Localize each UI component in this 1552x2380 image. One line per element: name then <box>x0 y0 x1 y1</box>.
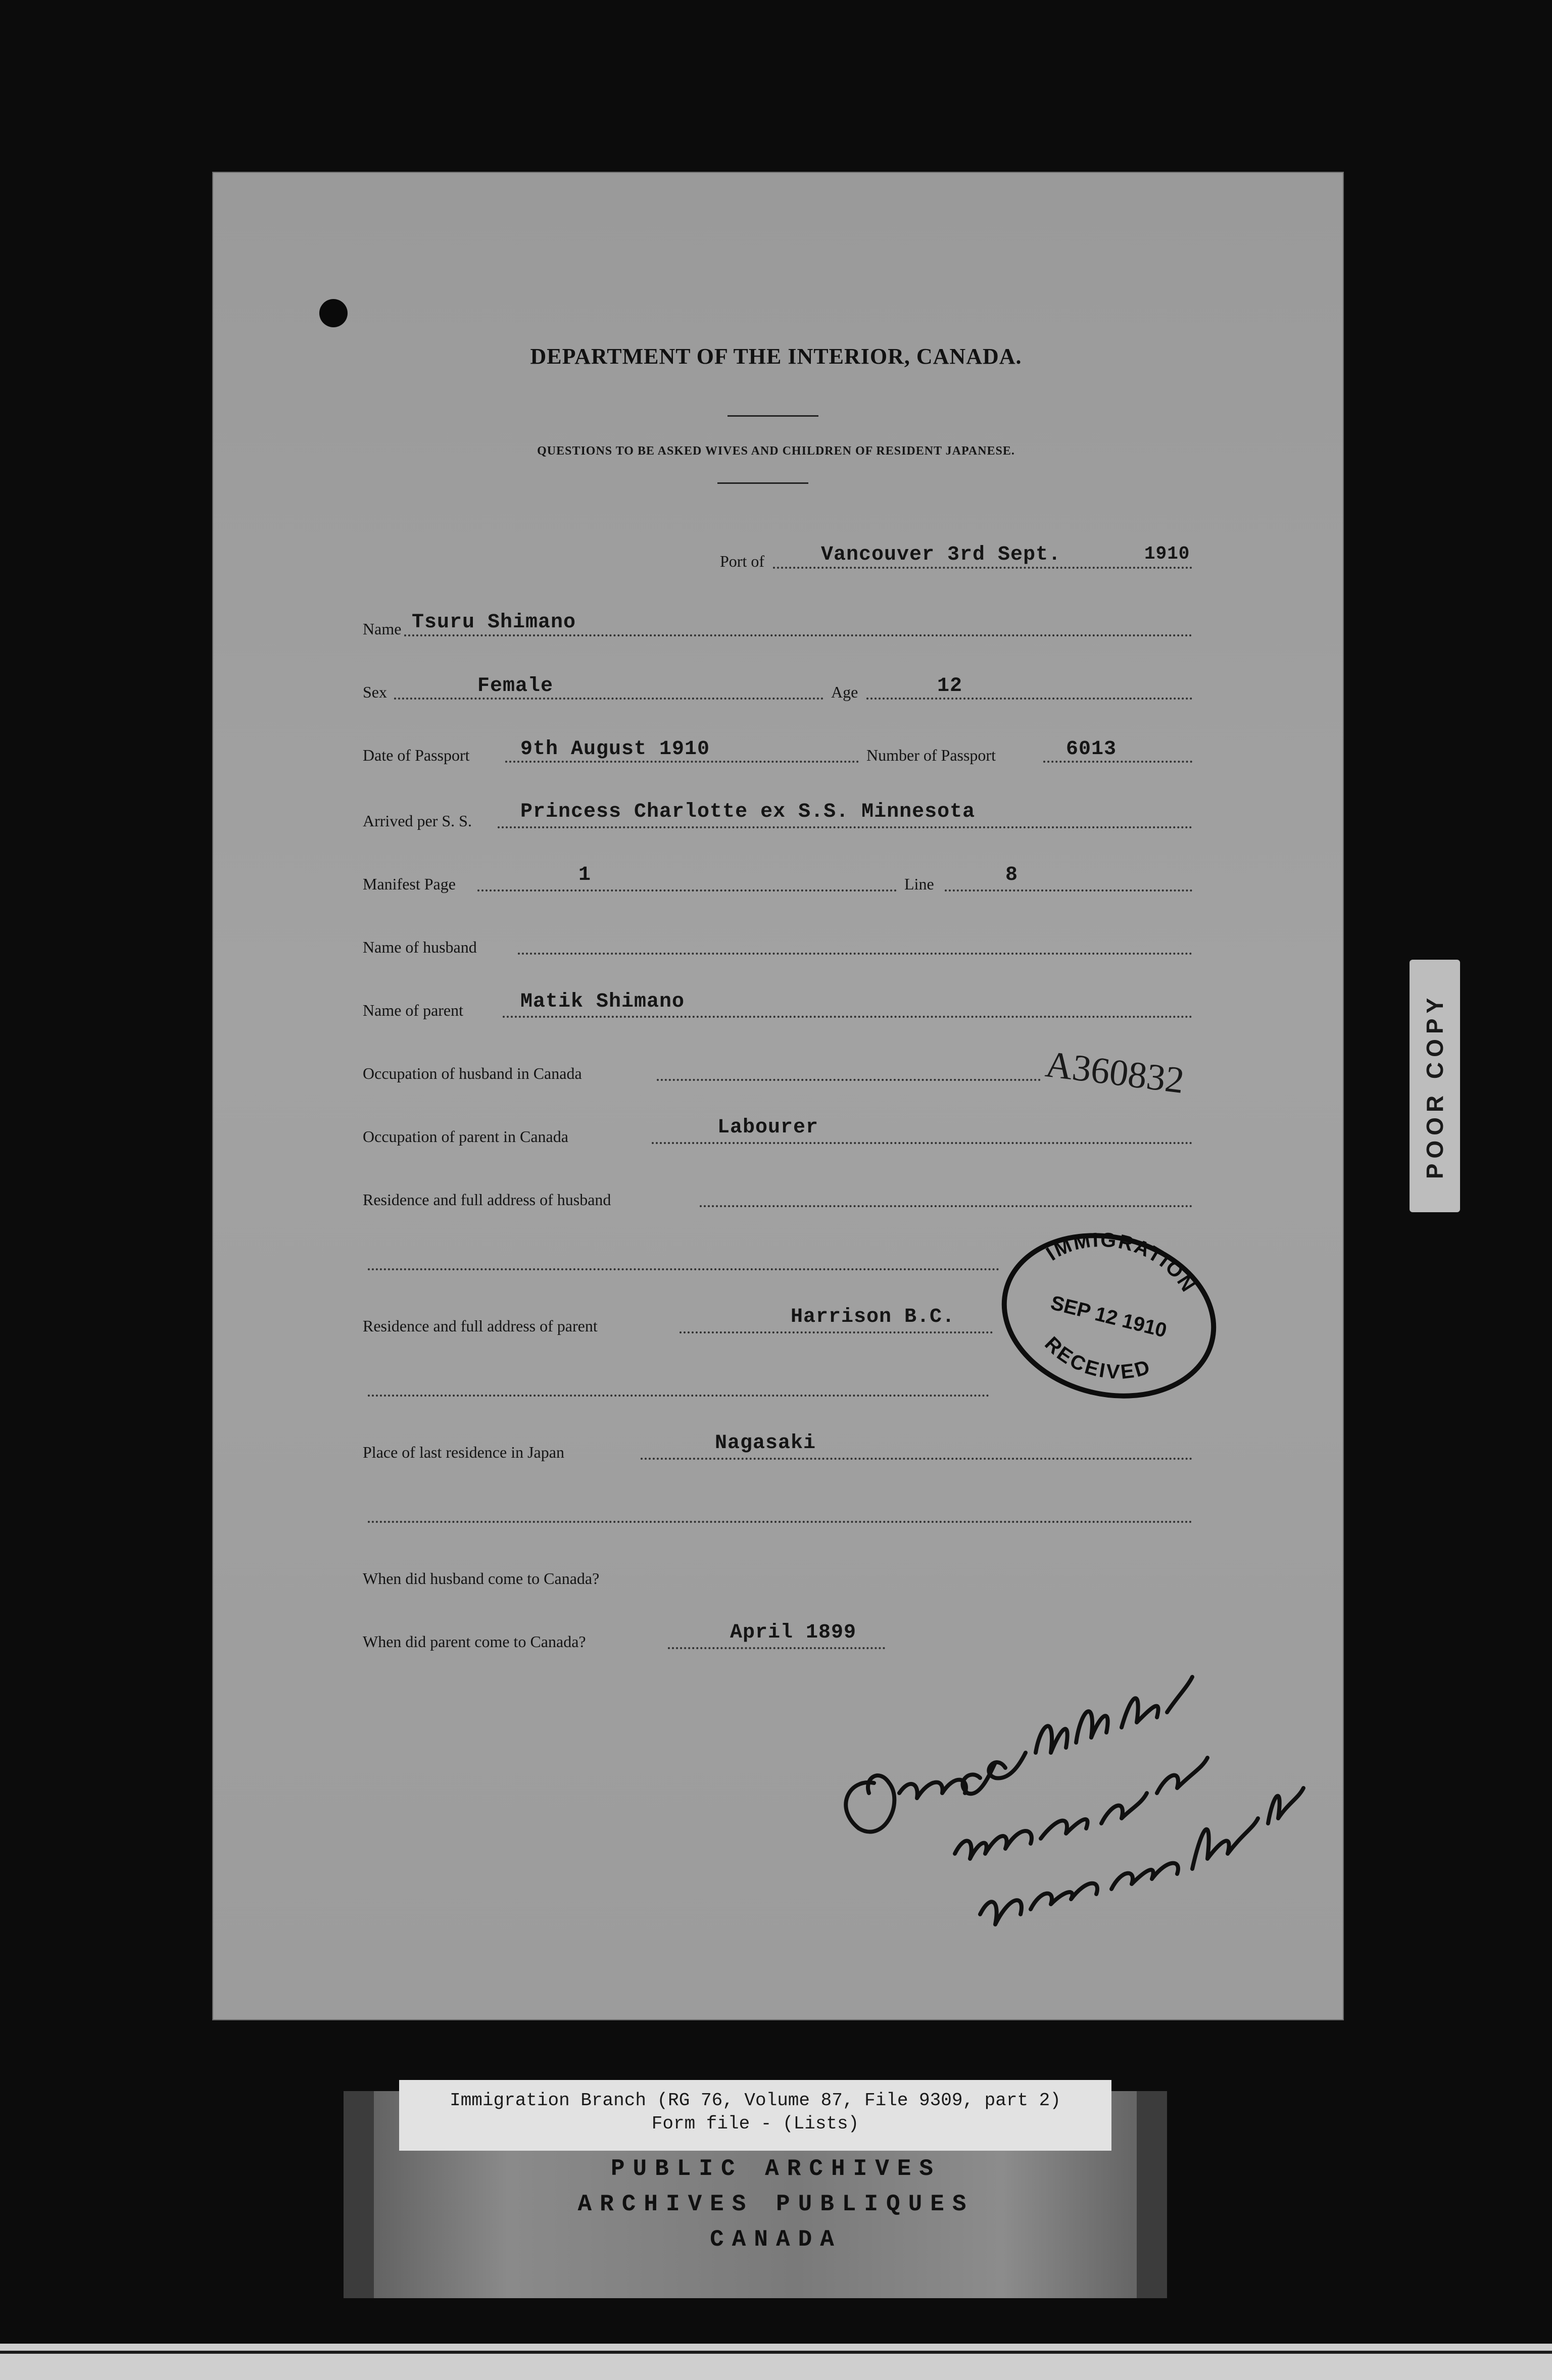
archive-line-3: CANADA <box>710 2226 842 2253</box>
film-edge <box>0 2344 1552 2380</box>
name-value: Tsuru Shimano <box>412 611 576 634</box>
parent-address-label: Residence and full address of parent <box>363 1317 598 1335</box>
parent-occupation-dots <box>652 1142 1192 1144</box>
poor-copy-label: POOR COPY <box>1422 993 1448 1179</box>
manifest-page-dots <box>477 889 897 891</box>
passport-date-value: 9th August 1910 <box>520 738 710 761</box>
arrived-value: Princess Charlotte ex S.S. Minnesota <box>520 801 976 823</box>
husband-address-dots-2 <box>368 1268 999 1270</box>
line-dots <box>945 889 1192 891</box>
husband-name-label: Name of husband <box>363 938 477 956</box>
passport-number-value: 6013 <box>1066 738 1117 761</box>
parent-came-label: When did parent come to Canada? <box>363 1632 586 1651</box>
stamp-top-text: IMMIGRATION <box>1042 1228 1200 1297</box>
line-label: Line <box>904 875 934 893</box>
manifest-page-label: Manifest Page <box>363 875 456 893</box>
archive-form: Form file - (Lists) <box>651 2113 859 2134</box>
husband-name-dots <box>518 953 1192 955</box>
last-residence-dots-2 <box>368 1521 1192 1523</box>
arrived-dots <box>498 826 1192 828</box>
parent-occupation-label: Occupation of parent in Canada <box>363 1127 568 1146</box>
line-value: 8 <box>1005 864 1019 886</box>
stamp-bottom-text: RECEIVED <box>1040 1332 1154 1383</box>
age-dots <box>866 698 1192 700</box>
sex-label: Sex <box>363 683 387 701</box>
form-subtitle: QUESTIONS TO BE ASKED WIVES AND CHILDREN OF RESIDENT JAPANESE. <box>537 444 1015 458</box>
name-dots <box>404 634 1192 636</box>
parent-came-value: April 1899 <box>730 1621 857 1644</box>
svg-text:IMMIGRATION <box>1039 1222 1208 1301</box>
last-residence-label: Place of last residence in Japan <box>363 1443 564 1461</box>
age-value: 12 <box>937 675 963 698</box>
husband-address-label: Residence and full address of husband <box>363 1191 611 1209</box>
name-label: Name <box>363 620 402 638</box>
divider-top <box>728 415 818 417</box>
arrived-label: Arrived per S. S. <box>363 812 472 830</box>
husband-address-dots <box>700 1205 1192 1207</box>
svg-text:RECEIVED <box>1036 1330 1159 1395</box>
manifest-page-value: 1 <box>578 864 592 886</box>
last-residence-value: Nagasaki <box>715 1432 816 1455</box>
passport-date-dots <box>505 761 859 763</box>
sex-value: Female <box>477 675 554 698</box>
last-residence-dots <box>641 1458 1192 1460</box>
parent-address-dots <box>680 1331 993 1333</box>
age-label: Age <box>831 683 858 701</box>
husband-occupation-dots <box>657 1079 1041 1081</box>
stamp-date: SEP 12 1910 <box>1048 1292 1169 1342</box>
husband-occupation-label: Occupation of husband in Canada <box>363 1064 582 1082</box>
sex-dots <box>394 698 823 700</box>
parent-address-value: Harrison B.C. <box>791 1306 955 1328</box>
poor-copy-tab <box>1410 960 1460 1212</box>
accession-number: A360832 <box>1043 1043 1187 1102</box>
parent-name-value: Matik Shimano <box>520 990 685 1013</box>
punch-hole <box>319 299 348 327</box>
parent-name-dots <box>503 1016 1192 1018</box>
archive-line-2: ARCHIVES PUBLIQUES <box>577 2191 975 2217</box>
official-signature <box>829 1611 1344 1965</box>
divider-bottom <box>717 482 808 484</box>
passport-number-dots <box>1043 761 1192 763</box>
port-dots <box>773 567 1192 569</box>
husband-came-label: When did husband come to Canada? <box>363 1569 600 1588</box>
port-value: Vancouver 3rd Sept. <box>821 543 1061 566</box>
passport-date-label: Date of Passport <box>363 746 470 764</box>
port-label: Port of <box>720 552 764 570</box>
passport-number-label: Number of Passport <box>866 746 996 764</box>
archive-reference-label <box>399 2080 1111 2151</box>
immigration-received-stamp <box>990 1222 1223 1404</box>
department-heading: DEPARTMENT OF THE INTERIOR, CANADA. <box>530 344 1022 369</box>
parent-occupation-value: Labourer <box>717 1116 819 1139</box>
port-year: 1910 <box>1144 543 1190 564</box>
archive-line-1: PUBLIC ARCHIVES <box>610 2156 942 2182</box>
archive-reference: Immigration Branch (RG 76, Volume 87, File 9309, part 2) <box>450 2090 1061 2111</box>
parent-address-dots-2 <box>368 1395 989 1397</box>
parent-name-label: Name of parent <box>363 1001 464 1019</box>
